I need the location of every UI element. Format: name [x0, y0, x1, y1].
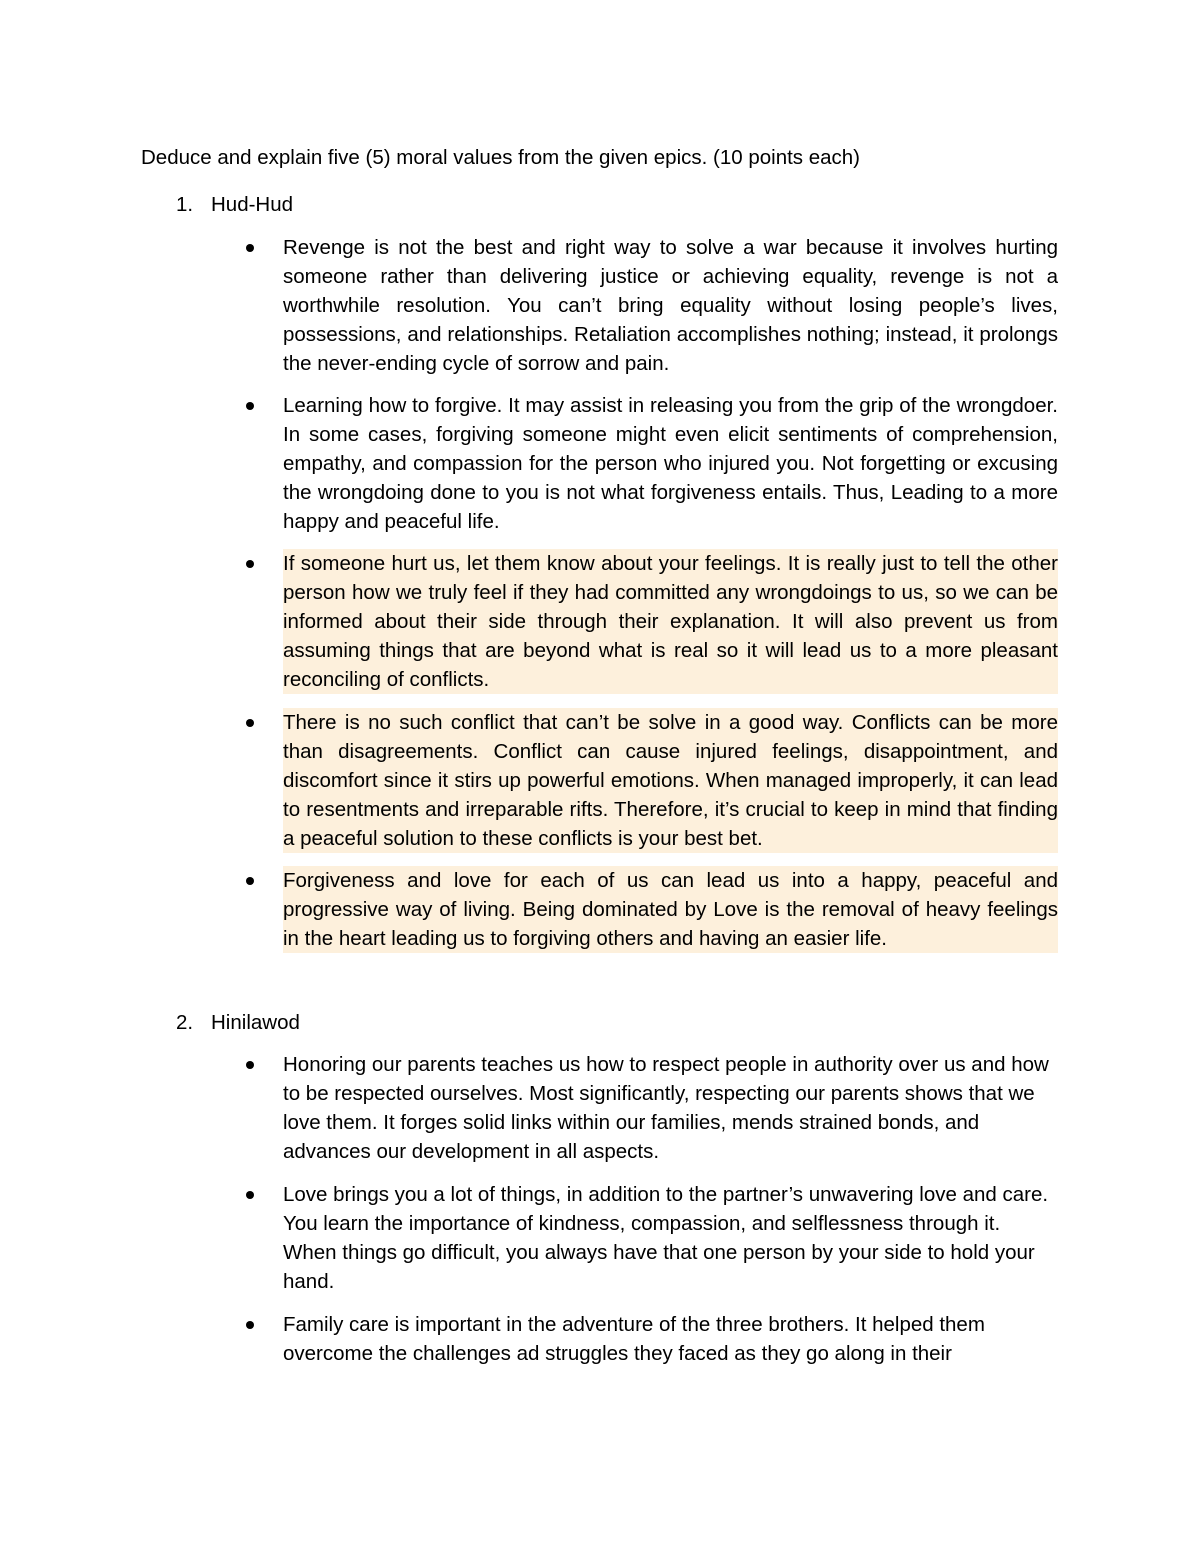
section-number: 1. — [176, 193, 194, 216]
list-item-text: Love brings you a lot of things, in addition to the partner’s unwavering love and care. You learn the importance of kindness, compassion, and selflessness through it. When things go difficult, you always have that one person by your side to hold your hand. — [283, 1183, 1049, 1293]
list-item-text: Honoring our parents teaches us how to respect people in authority over us and how to be respected ourselves. Most significantly, respecting our parents shows that we love them. It forges solid links within our families, mends strained bonds, and advances our development in all aspects. — [283, 1053, 1049, 1163]
list-item — [246, 1310, 1058, 1368]
list-item — [246, 1180, 1058, 1296]
section-heading-hud-hud — [176, 190, 776, 219]
bullet-icon — [246, 402, 254, 410]
list-item — [246, 1050, 1058, 1166]
list-item — [246, 233, 1058, 378]
assignment-prompt: Deduce and explain five (5) moral values from the given epics. (10 points each) — [141, 146, 861, 169]
bullet-icon — [246, 560, 254, 568]
bullet-icon — [246, 244, 254, 252]
list-item-text: If someone hurt us, let them know about your feelings. It is really just to tell the other person how we truly feel if they had committed any wrongdoings to us, so we can be informed about their side through their explanation. It will also prevent us from assuming things that are beyond what is real so it will lead us to a more pleasant reconciling of conflicts. — [283, 549, 1058, 694]
list-item-text: Family care is important in the adventure of the three brothers. It helped them overcome the challenges ad struggles they faced as they go along in their — [283, 1313, 985, 1365]
list-item-text: Learning how to forgive. It may assist in releasing you from the grip of the wrongdoer. In some cases, forgiving someone might even elicit sentiments of comprehension, empathy, and compassion for the person who injured you. Not forgetting or excusing the wrongdoing done to you is not what forgiveness entails. Thus, Leading to a more happy and peaceful life. — [283, 394, 1058, 533]
bullet-icon — [246, 1191, 254, 1199]
bullet-icon — [246, 719, 254, 727]
list-item-text: Revenge is not the best and right way to solve a war because it involves hurting someone rather than delivering justice or achieving equality, revenge is not a worthwhile resolution. You can’t bring equality without losing people’s lives, possessions, and relationships. Retaliation accomplishes nothing; instead, it prolongs the never-ending cycle of sorrow and pain. — [283, 236, 1058, 375]
bullet-icon — [246, 877, 254, 885]
bullet-icon — [246, 1061, 254, 1069]
bullet-icon — [246, 1321, 254, 1329]
list-item — [246, 391, 1058, 536]
list-item — [246, 708, 1058, 853]
list-item-text: There is no such conflict that can’t be solve in a good way. Conflicts can be more than disagreements. Conflict can cause injured feelings, disappointment, and discomfort since it stirs up powerful emotions. When managed improperly, it can lead to resentments and irreparable rifts. Therefore, it’s crucial to keep in mind that finding a peaceful solution to these conflicts is your best bet. — [283, 708, 1058, 853]
section-heading-hinilawod — [176, 1008, 776, 1037]
section-number: 2. — [176, 1011, 194, 1034]
section-title: Hinilawod — [211, 1011, 300, 1034]
list-item-text: Forgiveness and love for each of us can lead us into a happy, peaceful and progressive way of living. Being dominated by Love is the removal of heavy feelings in the heart leading us to forgiving others and having an easier life. — [283, 866, 1058, 953]
list-item — [246, 549, 1058, 694]
section-title: Hud-Hud — [211, 193, 294, 216]
list-item — [246, 866, 1058, 953]
